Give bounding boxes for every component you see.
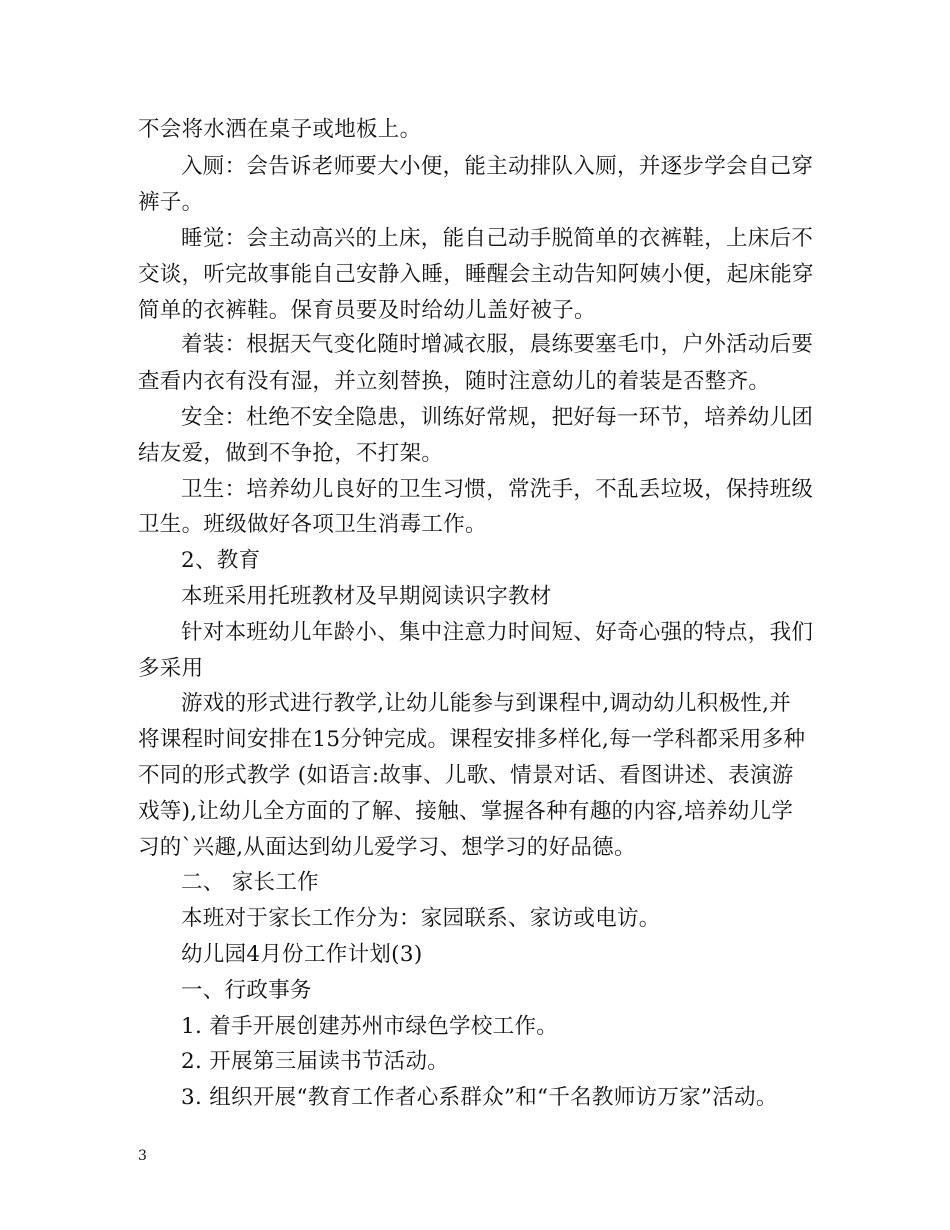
- text-line: 针对本班幼儿年龄小、集中注意力时间短、好奇心强的特点，我们: [181, 620, 814, 645]
- text-line: 简单的衣裤鞋。保育员要及时给幼儿盖好被子。: [138, 298, 596, 323]
- text-line: 将课程时间安排在15分钟完成。课程安排多样化,每一学科都采用多种: [138, 727, 806, 752]
- text-line: 卫生：培养幼儿良好的卫生习惯，常洗手，不乱丢垃圾，保持班级: [181, 477, 814, 502]
- list-item: 1. 着手开展创建苏州市绿色学校工作。: [181, 1014, 559, 1039]
- list-item: 3. 组织开展“教育工作者心系群众”和“千名教师访万家”活动。: [181, 1085, 778, 1110]
- text-line: 不会将水洒在桌子或地板上。: [138, 117, 422, 142]
- section-heading: 一、行政事务: [181, 978, 312, 1003]
- text-line: 入厕：会告诉老师要大小便，能主动排队入厕，并逐步学会自己穿: [181, 154, 814, 179]
- text-line: 结友爱，做到不争抢，不打架。: [138, 441, 444, 466]
- text-line: 习的`兴趣,从面达到幼儿爱学习、想学习的好品德。: [138, 835, 636, 860]
- text-line: 卫生。班级做好各项卫生消毒工作。: [138, 512, 487, 537]
- text-line: 交谈，听完故事能自己安静入睡，睡醒会主动告知阿姨小便，起床能穿: [138, 262, 814, 287]
- section-heading: 二、 家长工作: [181, 870, 319, 895]
- text-line: 本班对于家长工作分为：家园联系、家访或电访。: [181, 906, 661, 931]
- text-line: 着装：根据天气变化随时增减衣服，晨练要塞毛巾，户外活动后要: [181, 332, 814, 357]
- text-line: 戏等),让幼儿全方面的了解、接触、掌握各种有趣的内容,培养幼儿学: [138, 799, 794, 824]
- text-line: 多采用: [138, 656, 204, 681]
- section-heading: 2、教育: [181, 548, 261, 573]
- text-line: 查看内衣有没有湿，并立刻替换，随时注意幼儿的着装是否整齐。: [138, 369, 771, 394]
- text-line: 睡觉：会主动高兴的上床，能自己动手脱简单的衣裤鞋，上床后不: [181, 226, 814, 251]
- page-number: 3: [138, 1148, 147, 1164]
- text-line: 安全：杜绝不安全隐患，训练好常规，把好每一环节，培养幼儿团: [181, 405, 814, 430]
- text-line: 本班采用托班教材及早期阅读识字教材: [181, 584, 552, 609]
- list-item: 2. 开展第三届读书节活动。: [181, 1049, 450, 1074]
- text-line: 幼儿园4月份工作计划(3): [181, 942, 423, 967]
- text-line: 游戏的形式进行教学,让幼儿能参与到课程中,调动幼儿积极性,并: [181, 691, 792, 716]
- text-line: 裤子。: [138, 190, 204, 215]
- text-line: 不同的形式教学 (如语言:故事、儿歌、情景对话、看图讲述、表演游: [138, 763, 794, 788]
